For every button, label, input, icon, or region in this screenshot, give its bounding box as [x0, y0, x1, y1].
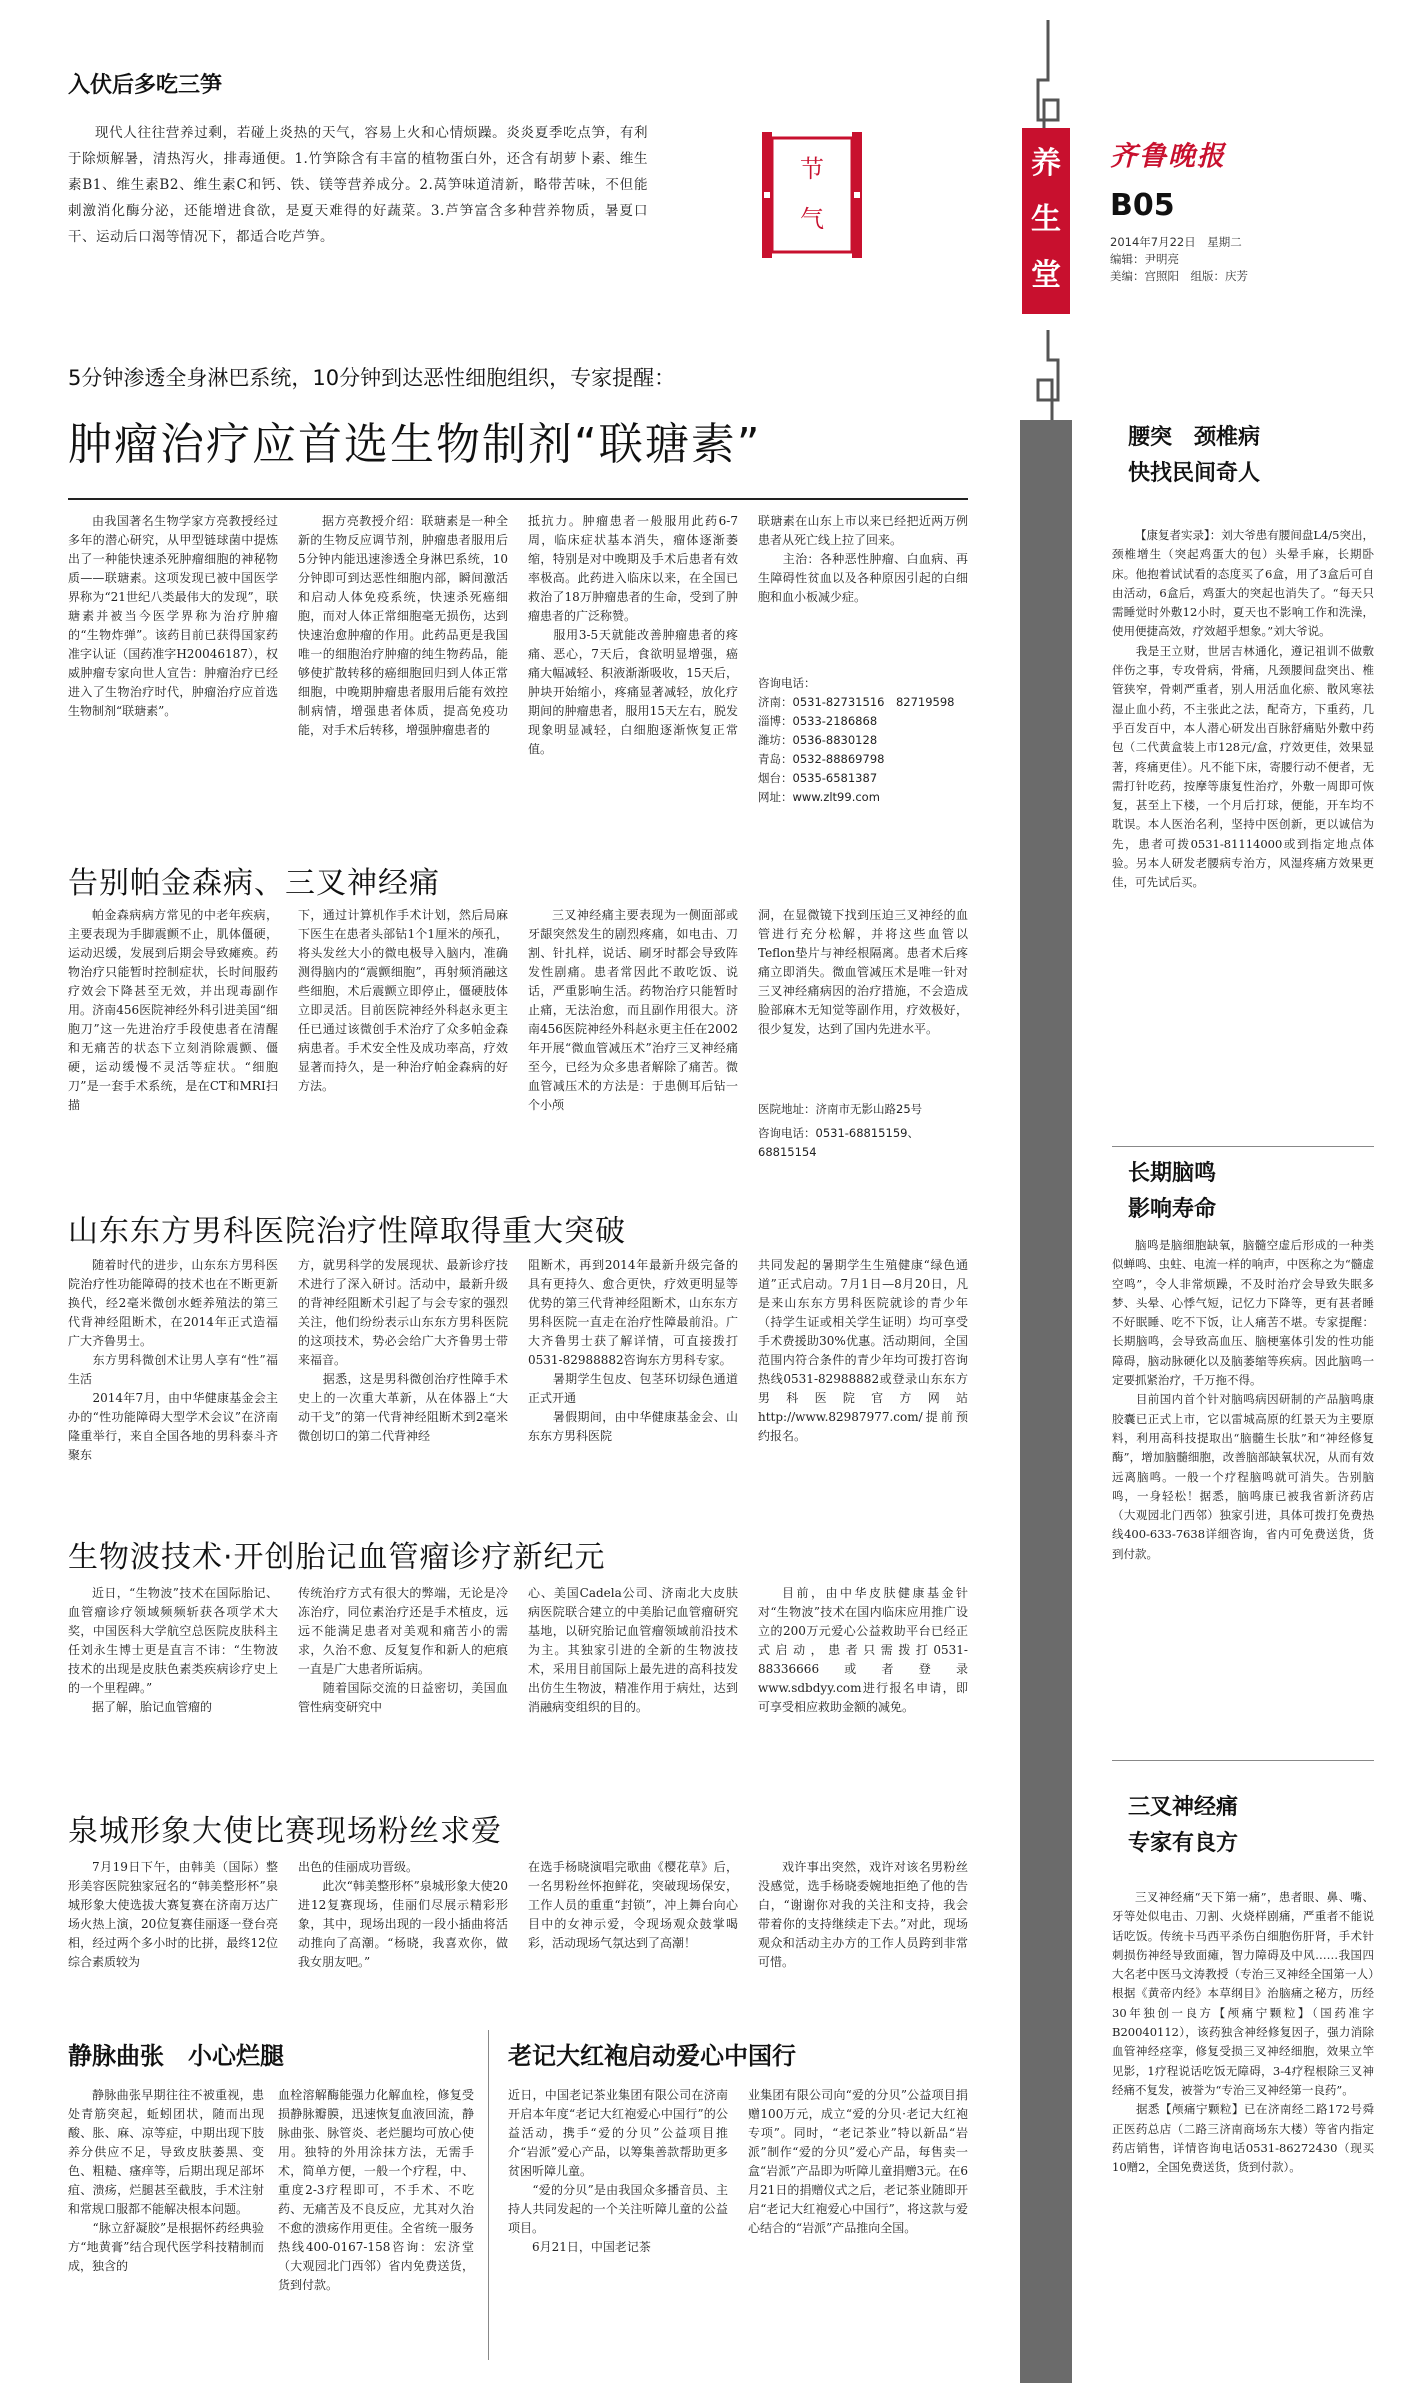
design-credit: 美编：宫照阳 组版：庆芳	[1110, 269, 1248, 283]
editor-credit: 编辑：尹明亮	[1110, 252, 1179, 266]
article2-subtitle: 5分钟渗透全身淋巴系统，10分钟到达恶性细胞组织，专家提醒：	[68, 366, 676, 390]
article1-body: 现代人往往营养过剩，若碰上炎热的天气，容易上火和心情烦躁。炎炎夏季吃点笋，有利于除烦解暑，清热泻火，排毒通便。1.竹笋除含有丰富的植物蛋白外，还含有胡萝卜素、维生素B1、维生素B2、维生素C和钙、铁、镁等营养成分。2.莴笋味道清新，略带苦味，不但能刺激消化酶分泌，还能增进食欲，是夏天难得的好蔬菜。3.芦笋富含多种营养物质，暑夏口干、运动后口渴等情况下，都适合吃芦笋。	[68, 125, 648, 245]
article6-col3: 在选手杨晓演唱完歌曲《樱花草》后，一名男粉丝怀抱鲜花，突破现场保安，工作人员的重重“封锁”，冲上舞台向心目中的女神示爱，令现场观众鼓掌喝彩，活动现场气氛达到了高潮！	[528, 1860, 738, 1950]
article5-col4: 目前，由中华皮肤健康基金针对“生物波”技术在国内临床应用推广设立的200万元爱心公益救助平台已经正式启动，患者只需拨打0531-88336666或者登录www.sdbdyy.com进行报名申请，即可享受相应救助金额的减免。	[758, 1586, 968, 1714]
article3-col3: 三叉神经痛主要表现为一侧面部或牙龈突然发生的剧烈疼痛，如电击、刀割、针扎样，说话、刷牙时都会导致阵发性剧痛。患者常因此不敢吃饭、说话，严重影响生活。药物治疗只能暂时止痛，无法治愈，而且副作用很大。济南456医院神经外科赵永更主任在2002年开展“微血管减压术”治疗三叉神经痛至今，已经为众多患者解除了痛苦。微血管减压术的方法是：于患侧耳后钻一个小颅	[528, 908, 738, 1112]
article2-contact-qingdao: 青岛：0532-88869798	[758, 752, 885, 766]
article5-col3: 心、美国Cadela公司、济南北大皮肤病医院联合建立的中美胎记血管瘤研究基地，以研究胎记血管瘤领域前沿技术为主。其独家引进的全新的生物波技术，采用目前国际上最先进的高科技发出仿生生物波，精准作用于病灶，达到消融病变组织的目的。	[528, 1586, 738, 1714]
article2-website: 网址：www.zlt99.com	[758, 790, 880, 804]
jieqi-badge	[762, 132, 862, 258]
article2-contact-weifang: 潍坊：0536-8830128	[758, 733, 878, 747]
sidebar3-body: 三叉神经痛“天下第一痛”，患者眼、鼻、嘴、牙等处似电击、刀割、火烧样剧痛，严重者不能说话吃饭。传统卡马西平杀伤白细胞伤肝肾，手术针刺损伤神经导致面瘫，智力障碍及中风……我国四大名老中医马文涛教授（专治三叉神经全国第一人）根据《黄帝内经》本草纲目》治脑痛之秘方，历经30年独创一良方【颅痛宁颗粒】（国药准字B20040112），该药独含神经修复因子，强力消除血管神经痉挛，修复受损三叉神经细胞，效果立竿见影，1疗程说话吃饭无障碍，3-4疗程根除三叉神经痛不复发，被誉为“专治三叉神经第一良药”。 据悉【颅痛宁颗粒】已在济南经二路172号舜正医药总店（二路三济南商场东大楼）等省内指定药店销售，详情咨询电话0531-86272430（现买10赠2，全国免费送货，货到付款）。	[1112, 1890, 1374, 2175]
article7-col1: 静脉曲张早期往往不被重视，患处青筋突起，蚯蚓团状，随而出现酸、胀、麻、凉等症，中期出现下肢养分供应不足，导致皮肤萎黑、变色、粗糙、瘙痒等，后期出现足部坏疽、溃疡，烂腿甚至截肢，手术注射和常规口服都不能解决根本问题。 “脉立舒凝胶”是根据怀药经典验方“地黄膏”结合现代医学科技精制而成，独含的	[68, 2088, 264, 2273]
jieqi-label: 节气	[800, 155, 824, 233]
sidebar-rule-1	[1112, 1146, 1374, 1147]
article3-title: 告别帕金森病、三叉神经痛	[68, 866, 440, 901]
article2-col3: 抵抗力。肿瘤患者一般服用此药6-7周，临床症状基本消失，瘤体逐渐萎缩，特别是对中晚期及手术后患者有效率极高。此药进入临床以来，在全国已救治了18万肿瘤患者的生命，受到了肿瘤患者的广泛称赞。 服用3-5天就能改善肿瘤患者的疼痛、恶心，7天后，食欲明显增强，癌痛大幅减轻、积液渐渐吸收，15天后，肿块开始缩小，疼痛显著减轻，放化疗期间的肿瘤患者，服用15天左右，脱发现象明显减轻，白细胞逐渐恢复正常值。	[528, 514, 738, 756]
section-banner	[1022, 128, 1070, 314]
article2-contact-jinan: 济南：0531-82731516 82719598	[758, 695, 955, 709]
paper-name: 齐鲁晚报	[1110, 141, 1226, 172]
article4-col1: 随着时代的进步，山东东方男科医院治疗性功能障碍的技术也在不断更新换代，经2毫米微创水蛭养殖法的第三代背神经阻断术，在2014年正式造福广大齐鲁男士。 东方男科微创术让男人享有“性”福生活 2014年7月，由中华健康基金会主办的“性功能障碍大型学术会议”在济南隆重举行，来自全国各地的男科泰斗齐聚东	[68, 1258, 278, 1462]
article6-col4: 戏许事出突然，戏许对该名男粉丝没感觉，选手杨晓委婉地拒绝了他的告白，“谢谢你对我的关注和支持，我会带着你的支持继续走下去。”对此，现场观众和活动主办方的工作人员跨到非常可惜。	[758, 1860, 968, 1969]
article2-contact-label: 咨询电话：	[758, 676, 816, 690]
article8-title: 老记大红袍启动爱心中国行	[508, 2042, 796, 2070]
article5-title: 生物波技术·开创胎记血管瘤诊疗新纪元	[68, 1540, 606, 1575]
section-name: 养生堂	[1031, 146, 1061, 293]
bottom-divider	[488, 2030, 489, 2360]
article6-col1: 7月19日下午，由韩美（国际）整形美容医院独家冠名的“韩美整形杯”泉城形象大使选拔大赛复赛在济南万达广场火热上演，20位复赛佳丽逐一登台亮相，经过两个多小时的比拼，最终12位综合素质较为	[68, 1860, 278, 1969]
sidebar1-body: 【康复者实录】：刘大爷患有腰间盘L4/5突出，颈椎增生（突起鸡蛋大的包）头晕手麻，长期卧床。他抱着试试看的态度买了6盒，用了3盒后可自由活动，6盒后，鸡蛋大的突起也消失了。“每天只需睡觉时外敷12小时，夏天也不影响工作和洗澡，使用便捷高效，疗效超乎想象。”刘大爷说。 我是王立财，世居吉林通化，遵记祖训不做敷伴伤之事，专攻骨病，骨痛，凡颈腰间盘突出、椎管狭窄，骨刺严重者，别人用活血化瘀、散风寒祛湿止血小药，不主张此之法，配奇方，下重药，几乎百发百中，本人潜心研发出百脉舒痛贴外敷中药包（二代黄盒装上市128元/盒，疗效更佳，效果显著，疼痛更佳）。凡不能下床，寄腰行动不便者，无需打针吃药，按摩等康复性治疗，外敷一周即可恢复，甚至上下楼，一个月后打球，便能，开车均不耽误。本人医治名利，坚持中医创新，更以诚信为先，患者可拨0531-81114000或到指定地点体验。另本人研发老腰病专治方，风湿疼痛方效果更佳，可先试后买。	[1112, 528, 1374, 890]
article8-col1: 近日，中国老记茶业集团有限公司在济南开启本年度“老记大红袍爱心中国行”的公益活动，携手“爱的分贝”公益项目推介“岩派”爱心产品，以筹集善款帮助更多贫困听障儿童。 “爱的分贝”是由我国众多播音员、主持人共同发起的一个关注听障儿童的公益项目。 6月21日，中国老记茶	[508, 2088, 728, 2254]
article5-col2: 传统治疗方式有很大的弊端，无论是冷冻治疗，同位素治疗还是手术植皮，远远不能满足患者对美观和痛苦小的需求，久治不愈、反复复作和新人的疤痕一直是广大患者所诟病。 随着国际交流的日益密切，美国血管性病变研究中	[298, 1586, 508, 1714]
article3-address: 医院地址：济南市无影山路25号	[758, 1102, 923, 1116]
article4-col2: 方，就男科学的发展现状、最新诊疗技术进行了深入研讨。活动中，最新升级的背神经阻断术引起了与会专家的强烈关注，他们纷纷表示山东东方男科医院的这项技术，势必会给广大齐鲁男士带来福音。 据悉，这是男科微创治疗性障手术史上的一次重大革新，从在体器上“大动干戈”的第一代背神经阻断术到2毫米微创切口的第二代背神经	[298, 1258, 508, 1443]
article3-col4: 洞，在显微镜下找到压迫三叉神经的血管进行充分松解，并将这些血管以Teflon垫片与神经根隔离。患者术后疼痛立即消失。微血管减压术是唯一针对三叉神经痛病因的治疗措施，不会造成脸部麻木无知觉等副作用，疗效极好，很少复发，达到了国内先进水平。	[758, 908, 968, 1036]
article2-col4: 联瑭素在山东上市以来已经把近两万例患者从死亡线上拉了回来。 主治：各种恶性肿瘤、白血病、再生障碍性贫血以及各种原因引起的白细胞和血小板减少症。	[758, 514, 968, 604]
article1-title: 入伏后多吃三笋	[68, 73, 223, 98]
sidebar1-title: 腰突 颈椎病 快找民间奇人	[1128, 425, 1261, 486]
article4-title: 山东东方男科医院治疗性障取得重大突破	[68, 1214, 626, 1249]
article2-rule	[68, 498, 968, 500]
article2-contact-yantai: 烟台：0535-6581387	[758, 771, 878, 785]
article6-col2: 出色的佳丽成功晋级。 此次“韩美整形杯”泉城形象大使20进12复赛现场，佳丽们尽展示精彩形象，其中，现场出现的一段小插曲将活动推向了高潮。“杨晓，我喜欢你，做我女朋友吧。”	[298, 1860, 508, 1969]
article4-col4: 共同发起的暑期学生生殖健康“绿色通道”正式启动。7月1日—8月20日，凡是来山东东方男科医院就诊的青少年（持学生证或相关学生证明）均可享受手术费援助30%优惠。活动期间，全国范围内符合条件的青少年均可拨打咨询热线0531-82988882或登录山东东方男科医院官方网站http://www.82987977.com/提前预约报名。	[758, 1258, 968, 1443]
article4-col3: 阻断术，再到2014年最新升级完备的具有更持久、愈合更快，疗效更明显等优势的第三代背神经阻断术，山东东方男科医院一直走在治疗性障最前沿。广大齐鲁男士获了解详情，可直接拨打0531-82988882咨询东方男科专家。 暑期学生包皮、包茎环切绿色通道正式开通 暑假期间，由中华健康基金会、山东东方男科医院	[528, 1258, 738, 1443]
article8-col2: 业集团有限公司向“爱的分贝”公益项目捐赠100万元，成立“爱的分贝·老记大红袍专项”。同时，“老记茶业”特以新品“岩派”制作“爱的分贝”爱心产品，每售卖一盒“岩派”产品即为听障儿童捐赠3元。在6月21日的捐赠仪式之后，老记茶业随即开启“老记大红袍爱心中国行”，将这款与爱心结合的“岩派”产品推向全国。	[748, 2088, 968, 2235]
sidebar-rule-2	[1112, 1760, 1374, 1761]
article2-col2: 据方亮教授介绍：联瑭素是一种全新的生物反应调节剂，肿瘤患者服用后5分钟内能迅速渗透全身淋巴系统，10分钟即可到达恶性细胞内部，瞬间激活和启动人体免疫系统，快速杀死癌细胞，而对人体正常细胞毫无损伤，达到快速治愈肿瘤的作用。此药品更是我国唯一的细胞治疗肿瘤的纯生物药品，能够使扩散转移的癌细胞回归到人体正常细胞，中晚期肿瘤患者服用后能有效控制病情，增强患者体质，提高免疫功能，对手术后转移，增强肿瘤患者的	[298, 514, 508, 737]
article7-title: 静脉曲张 小心烂腿	[68, 2042, 284, 2070]
sidebar3-title: 三叉神经痛 专家有良方	[1128, 1795, 1239, 1856]
article3-col2: 下，通过计算机作手术计划，然后局麻下医生在患者头部钻1个1厘米的颅孔，将头发丝大小的微电极导入脑内，准确测得脑内的“震颤细胞”，再射频消融这些细胞，术后震颤立即停止，僵硬肢体立即灵活。目前医院神经外科赵永更主任已通过该微创手术治疗了众多帕金森病患者。手术安全性及成功率高，疗效显著而持久，是一种治疗帕金森病的好方法。	[298, 908, 508, 1093]
sidebar2-body: 脑鸣是脑细胞缺氧，脑髓空虚后形成的一种类似蝉鸣、虫蛀、电流一样的响声，中医称之为“髓虚空鸣”，令人非常烦躁，不及时治疗会导致失眠多梦、头晕、心悸气短，记忆力下降等，更有甚者睡不好眠睡、吃不下饭，让人痛苦不堪。专家提醒：长期脑鸣，会导致高血压、脑梗塞体引发的性功能障碍，脑动脉硬化以及脑萎缩等疾病。因此脑鸣一定要抓紧治疗，千万拖不得。 目前国内首个针对脑鸣病因研制的产品脑鸣康胶囊已正式上市，它以雷城高原的红景天为主要原料，利用高科技提取出“脑髓生长肽”和“神经修复酶”，增加脑髓细胞，改善脑部缺氧状况，从而有效远离脑鸣。一般一个疗程脑鸣就可消失。告别脑鸣，一身轻松！据悉，脑鸣康已被我省新济药店（大观园北门西邻）独家引进，具体可拨打免费热线400-633-7638详细咨询，省内可免费送货，货到付款。	[1112, 1238, 1374, 1561]
issue-date: 2014年7月22日 星期二	[1110, 235, 1242, 249]
sidebar2-title: 长期脑鸣 影响寿命	[1128, 1161, 1217, 1222]
article3-phone: 咨询电话：0531-68815159、68815154	[758, 1126, 919, 1159]
article5-col1: 近日，“生物波”技术在国际胎记、血管瘤诊疗领域频频斩获各项学术大奖，中国医科大学航空总医院皮肤科主任刘永生博士更是直言不讳：“生物波技术的出现是皮肤色素类疾病诊疗史上的一个里程碑。” 据了解，胎记血管瘤的	[68, 1586, 278, 1714]
article6-title: 泉城形象大使比赛现场粉丝求爱	[68, 1814, 502, 1849]
article3-col1: 帕金森病病方常见的中老年疾病，主要表现为手脚震颤不止，肌体僵硬，运动迟缓，发展到后期会导致瘫痪。药物治疗只能暂时控制症状，长时间服药疗效会下降甚至无效，并出现毒副作用。济南456医院神经外科引进美国“细胞刀”这一先进治疗手段使患者在清醒和无痛苦的状态下立刻消除震颤、僵硬，运动缓慢不灵活等症状。“细胞刀”是一套手术系统，是在CT和MRI扫描	[68, 908, 278, 1112]
article2-contact-zibo: 淄博：0533-2186868	[758, 714, 878, 728]
article2-col1: 由我国著名生物学家方亮教授经过多年的潜心研究，从甲型链球菌中提炼出了一种能快速杀死肿瘤细胞的神秘物质——联瑭素。这项发现已被中国医学界称为“21世纪八类最伟大的发现”，联瑭素并被当今医学界称为治疗肿瘤的“生物炸弹”。该药目前已获得国家药准字认证（国药准字H20046187），权威肿瘤专家向世人宣告：肿瘤治疗已经进入了生物治疗时代，肿瘤治疗应首选生物制剂“联瑭素”。	[68, 514, 278, 718]
page-code: B05	[1110, 188, 1175, 223]
article2-title: 肿瘤治疗应首选生物制剂“联瑭素”	[68, 419, 762, 470]
article7-col2: 血栓溶解酶能强力化解血栓，修复受损静脉瓣膜，迅速恢复血液回流，静脉曲张、脉管炎、老烂腿均可放心使用。独特的外用涂抹方法，无需手术，简单方便，一般一个疗程，中、重度2-3疗程即可，不手术、不吃药、无痛苦及不良反应，尤其对久治不愈的溃疡作用更佳。全省统一服务热线400-0167-158咨询：宏济堂（大观园北门西邻）省内免费送货，货到付款。	[278, 2088, 474, 2292]
